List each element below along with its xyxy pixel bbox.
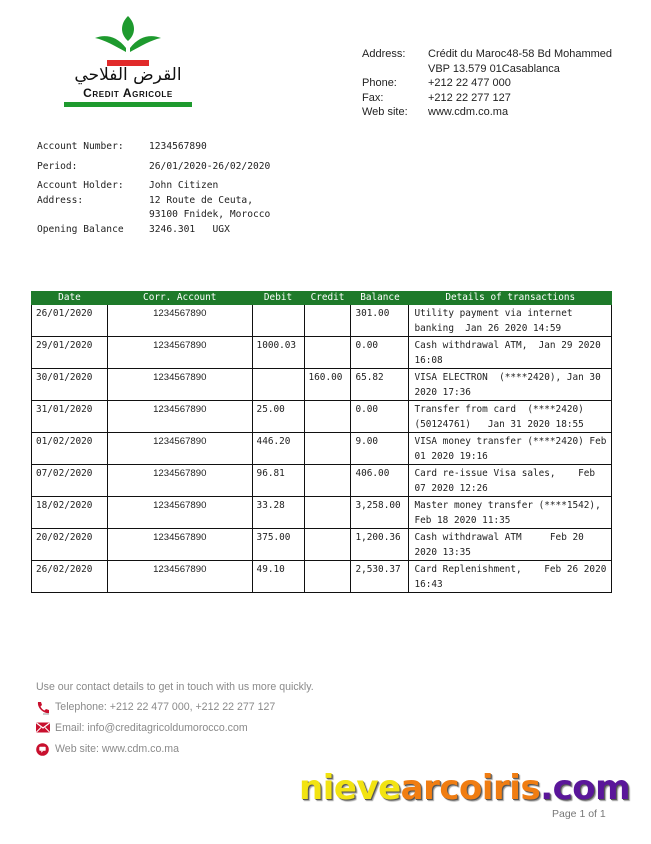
account-details (37, 141, 270, 239)
bank-address-line1: Crédit du Maroc48-58 Bd Mohammed (428, 48, 613, 60)
watermark-part1: nieve (299, 768, 401, 808)
account-number: 1234567890 (149, 141, 207, 152)
cell-debit: 33.28 (252, 497, 304, 529)
holder-address-line2: 93100 Fnidek, Morocco (149, 209, 271, 220)
website-label: Web site: (362, 106, 408, 118)
cell-account: 1234567890 (107, 369, 252, 401)
logo-latin-text: Credit Agricole (83, 86, 173, 100)
table-row (32, 337, 612, 369)
period-value: 26/01/2020-26/02/2020 (149, 161, 271, 172)
bank-contact-block (362, 47, 628, 120)
footer-telephone-text: Telephone: +212 22 477 000, +212 22 277 127 (55, 701, 276, 713)
cell-credit (304, 465, 351, 497)
logo-green-bar (64, 102, 192, 107)
cell-details: Cash withdrawal ATM, Jan 29 2020 16:08 (409, 337, 612, 369)
cell-debit: 96.81 (252, 465, 304, 497)
table-row (32, 465, 612, 497)
cell-account: 1234567890 (107, 465, 252, 497)
cell-credit (304, 529, 351, 561)
cell-details: Utility payment via internet banking Jan 26 2020 14:59 (409, 305, 612, 337)
cell-details: VISA ELECTRON (****2420), Jan 30 2020 17:36 (409, 369, 612, 401)
account-number-label: Account Number: (37, 141, 124, 152)
column-header-date: Date (32, 292, 108, 305)
cell-account: 1234567890 (107, 433, 252, 465)
bank-logo (58, 14, 198, 110)
footer-contact (36, 681, 314, 763)
table-row (32, 529, 612, 561)
cell-credit (304, 433, 351, 465)
cell-balance: 1,200.36 (351, 529, 409, 561)
table-row (32, 497, 612, 529)
footer-telephone (36, 700, 314, 714)
web-icon (36, 743, 50, 755)
cell-credit (304, 561, 351, 593)
footer-email (36, 721, 314, 735)
cell-credit (304, 401, 351, 433)
cell-date: 20/02/2020 (32, 529, 108, 561)
cell-balance: 0.00 (351, 337, 409, 369)
opening-balance-label: Opening Balance (37, 224, 124, 235)
holder-address-label: Address: (37, 195, 84, 206)
page-number: Page 1 of 1 (552, 808, 606, 820)
cell-debit: 1000.03 (252, 337, 304, 369)
email-icon (36, 722, 50, 734)
cell-credit (304, 305, 351, 337)
cell-balance: 0.00 (351, 401, 409, 433)
column-header-credit: Credit (304, 292, 351, 305)
cell-balance: 9.00 (351, 433, 409, 465)
account-holder: John Citizen (149, 180, 219, 191)
cell-balance: 2,530.37 (351, 561, 409, 593)
cell-details: Transfer from card (****2420) (50124761) Jan 31 2020 18:55 (409, 401, 612, 433)
cell-date: 01/02/2020 (32, 433, 108, 465)
cell-account: 1234567890 (107, 337, 252, 369)
cell-details: Master money transfer (****1542), Feb 18 2020 11:35 (409, 497, 612, 529)
column-header-debit: Debit (252, 292, 304, 305)
cell-balance: 65.82 (351, 369, 409, 401)
column-header-details: Details of transactions (409, 292, 612, 305)
cell-balance: 406.00 (351, 465, 409, 497)
cell-details: Cash withdrawal ATM Feb 20 2020 13:35 (409, 529, 612, 561)
cell-account: 1234567890 (107, 497, 252, 529)
footer-intro: Use our contact details to get in touch with us more quickly. (36, 681, 314, 693)
cell-details: VISA money transfer (****2420) Feb 01 2020 19:16 (409, 433, 612, 465)
column-header-balance: Balance (351, 292, 409, 305)
cell-debit: 375.00 (252, 529, 304, 561)
table-header-row (32, 292, 612, 305)
bank-phone: +212 22 477 000 (428, 77, 511, 89)
cell-date: 07/02/2020 (32, 465, 108, 497)
bank-fax: +212 22 277 127 (428, 91, 511, 104)
fax-label: Fax: (362, 91, 384, 104)
cell-account: 1234567890 (107, 401, 252, 433)
cell-debit: 49.10 (252, 561, 304, 593)
cell-debit: 25.00 (252, 401, 304, 433)
phone-icon (36, 701, 50, 713)
logo-arabic-text: القرض الفلاحي (74, 65, 182, 85)
account-holder-label: Account Holder: (37, 180, 124, 191)
cell-account: 1234567890 (107, 305, 252, 337)
cell-date: 31/01/2020 (32, 401, 108, 433)
table-row (32, 401, 612, 433)
table-row (32, 305, 612, 337)
cell-date: 29/01/2020 (32, 337, 108, 369)
leaves-icon (93, 14, 163, 56)
column-header-corr-account: Corr. Account (107, 292, 252, 305)
phone-label: Phone: (362, 77, 397, 89)
cell-details: Card Replenishment, Feb 26 2020 16:43 (409, 561, 612, 593)
holder-address-line1: 12 Route de Ceuta, (149, 195, 253, 206)
footer-website (36, 742, 314, 756)
cell-details: Card re-issue Visa sales, Feb 07 2020 12:26 (409, 465, 612, 497)
watermark-part3: .com (540, 768, 631, 808)
opening-balance: 3246.301 UGX (149, 224, 230, 235)
cell-credit (304, 497, 351, 529)
cell-date: 30/01/2020 (32, 369, 108, 401)
cell-debit (252, 369, 304, 401)
watermark-logo (299, 768, 630, 808)
bank-address-line2: VBP 13.579 01Casablanca (428, 62, 560, 75)
cell-debit (252, 305, 304, 337)
address-label: Address: (362, 48, 406, 60)
cell-credit (304, 337, 351, 369)
cell-credit: 160.00 (304, 369, 351, 401)
cell-date: 26/01/2020 (32, 305, 108, 337)
cell-balance: 301.00 (351, 305, 409, 337)
watermark-part2: arcoiris (400, 768, 541, 808)
table-row (32, 561, 612, 593)
table-row (32, 433, 612, 465)
period-label: Period: (37, 161, 78, 172)
transactions-table (31, 291, 624, 593)
cell-date: 26/02/2020 (32, 561, 108, 593)
footer-email-text: Email: info@creditagricoldumorocco.com (55, 722, 248, 734)
cell-account: 1234567890 (107, 529, 252, 561)
bank-website: www.cdm.co.ma (428, 106, 509, 118)
cell-balance: 3,258.00 (351, 497, 409, 529)
cell-debit: 446.20 (252, 433, 304, 465)
footer-website-text: Web site: www.cdm.co.ma (55, 743, 180, 755)
cell-date: 18/02/2020 (32, 497, 108, 529)
cell-account: 1234567890 (107, 561, 252, 593)
table-row (32, 369, 612, 401)
